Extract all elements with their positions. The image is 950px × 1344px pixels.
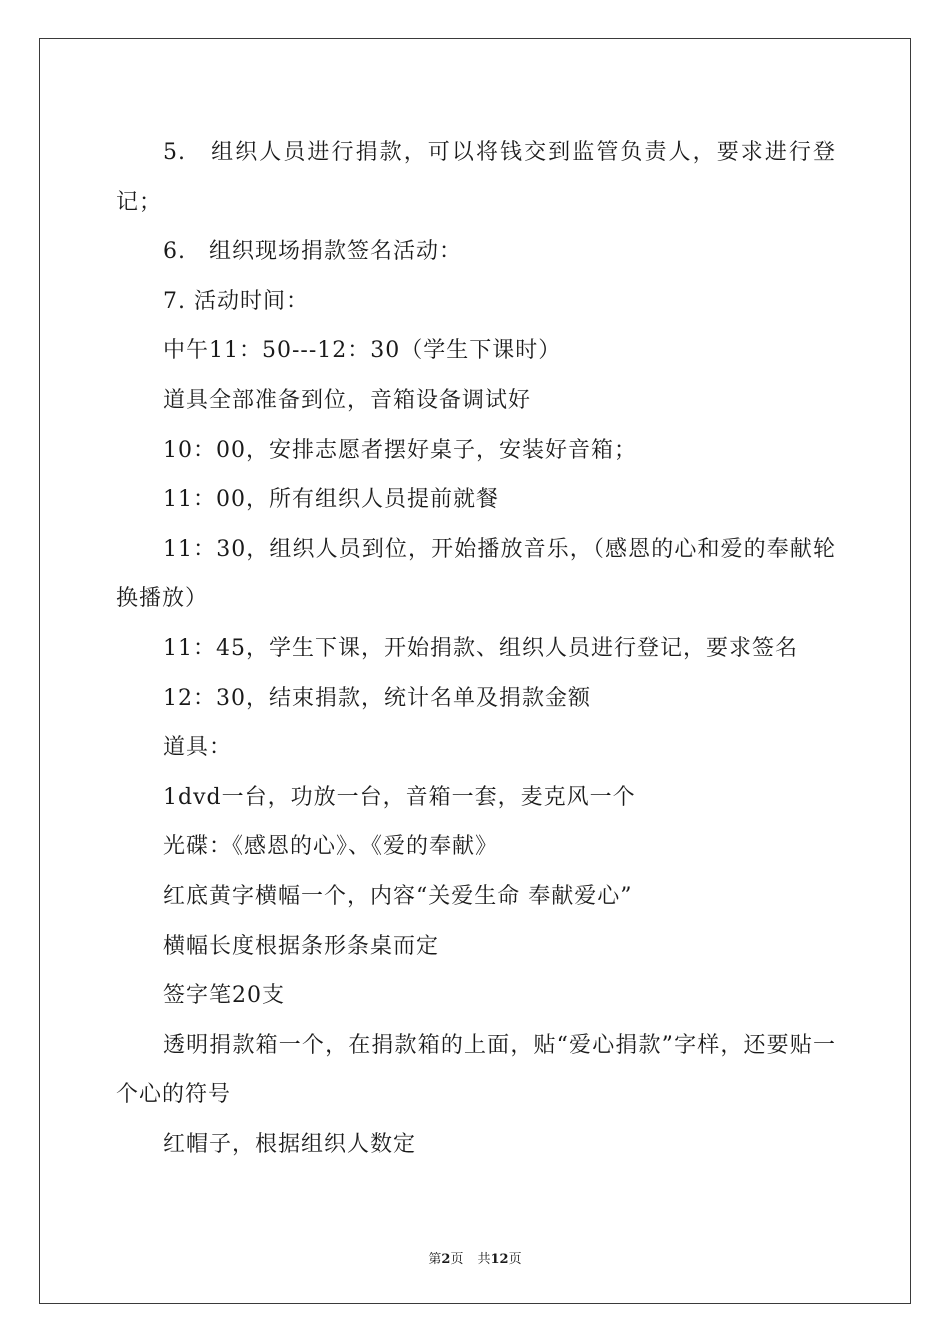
paragraph-props-heading: 道具： [163, 735, 233, 761]
paragraph-schedule-1230: 12：30，结束捐款，统计名单及捐款金额 [163, 685, 591, 711]
paragraph-props-cds: 光碟：《感恩的心》、《爱的奉献》 [163, 834, 499, 860]
paragraph-schedule-1130: 11：30，组织人员到位，开始播放音乐，（感恩的心和爱的奉献轮换播放） [116, 536, 836, 612]
page-footer [0, 1248, 950, 1267]
paragraph-props-equipment: 1dvd一台，功放一台，音箱一套，麦克风一个 [163, 784, 636, 810]
footer-page-number: 2 [441, 1252, 451, 1267]
paragraph-schedule-1145: 11：45，学生下课，开始捐款、组织人员进行登记，要求签名 [163, 635, 798, 661]
paragraph-props-pens: 签字笔20支 [163, 983, 285, 1009]
paragraph-props-donation-box: 透明捐款箱一个，在捐款箱的上面，贴“爱心捐款”字样，还要贴一个心的符号 [116, 1032, 836, 1108]
paragraph-props-hats: 红帽子，根据组织人数定 [163, 1131, 417, 1157]
document-body [116, 128, 836, 1169]
footer-total-prefix: 共 [477, 1252, 491, 1267]
paragraph-schedule-1100: 11：00，所有组织人员提前就餐 [163, 487, 499, 513]
paragraph-time-range: 中午11：50---12：30（学生下课时） [163, 338, 562, 364]
paragraph-schedule-1000: 10：00，安排志愿者摆好桌子，安装好音箱； [163, 437, 637, 463]
paragraph-item-5: 5. 组织人员进行捐款，可以将钱交到监管负责人，要求进行登记； [116, 140, 836, 215]
footer-total-number: 12 [490, 1252, 509, 1267]
footer-total-suffix: 页 [508, 1252, 522, 1267]
paragraph-props-ready: 道具全部准备到位，音箱设备调试好 [163, 387, 532, 413]
paragraph-item-6: 6. 组织现场捐款签名活动： [163, 239, 462, 265]
paragraph-props-banner: 红底黄字横幅一个，内容“关爱生命 奉献爱心” [163, 883, 633, 909]
footer-page-prefix: 第 [428, 1252, 442, 1267]
footer-page-suffix: 页 [450, 1252, 464, 1267]
paragraph-item-7: 7. 活动时间： [163, 288, 309, 314]
paragraph-props-banner-length: 横幅长度根据条形条桌而定 [163, 933, 440, 959]
